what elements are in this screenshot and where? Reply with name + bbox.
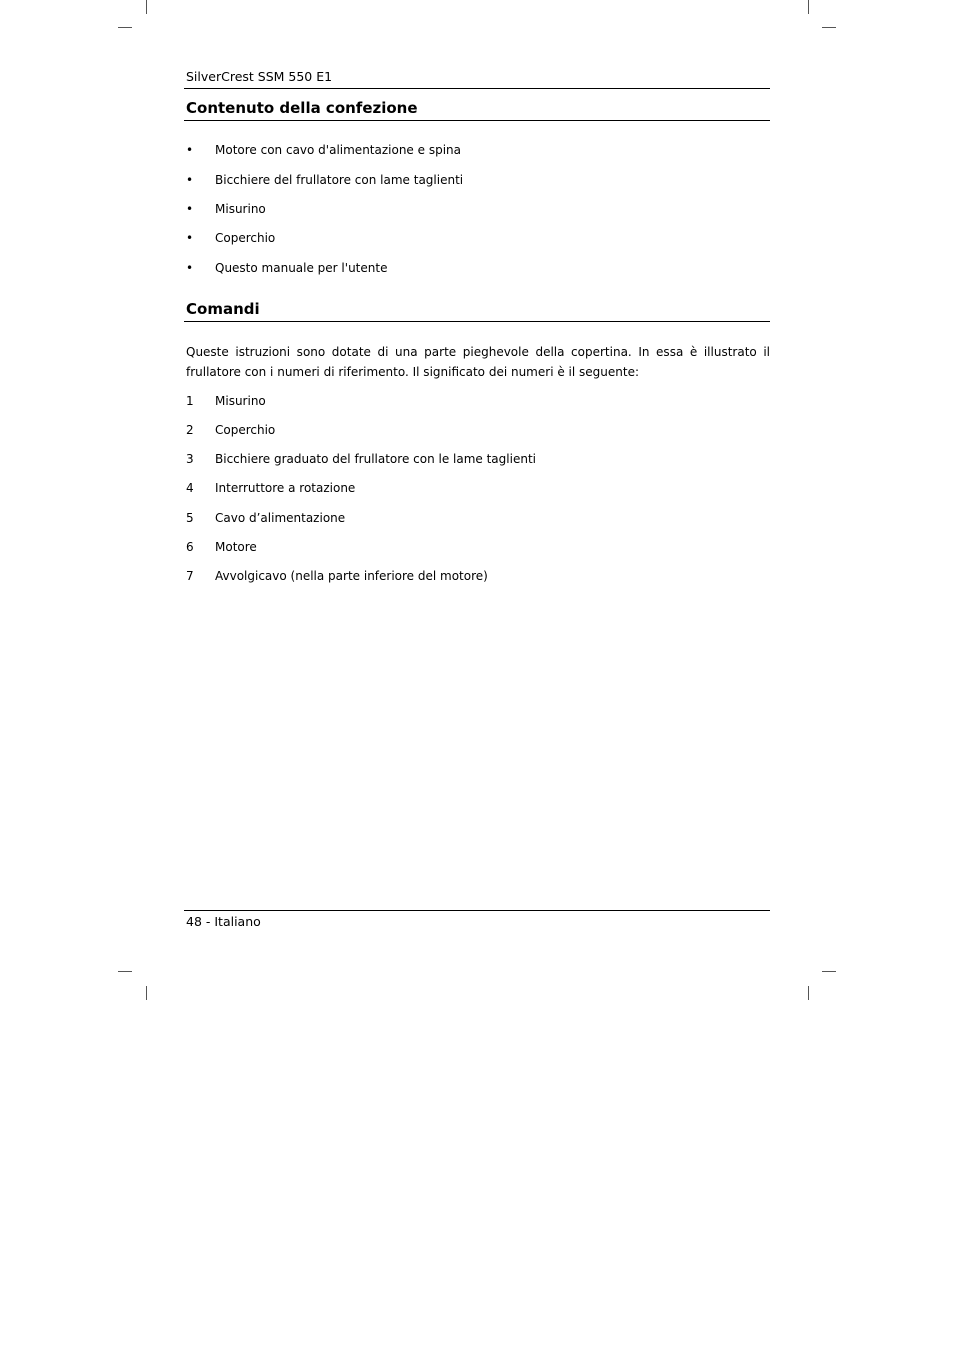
crop-mark-top-right-horizontal [822,27,836,28]
crop-mark-bottom-right-horizontal [822,971,836,972]
crop-mark-top-left-vertical [146,0,147,14]
list-item-text: Bicchiere graduato del frullatore con le lame taglienti [215,452,536,466]
section-title-package-contents: Contenuto della confezione [186,99,418,117]
item-number: 2 [186,423,194,437]
item-number: 1 [186,394,194,408]
list-item-text: Avvolgicavo (nella parte inferiore del motore) [215,569,488,583]
section-title-controls: Comandi [186,300,260,318]
controls-intro-paragraph: Queste istruzioni sono dotate di una parte pieghevole della copertina. In essa è illustrato il frullatore con i numeri di riferimento. Il significato dei numeri è il seguente: [186,345,770,379]
crop-mark-bottom-right-vertical [808,986,809,1000]
header-rule [184,88,770,89]
bullet-icon: • [186,231,194,245]
list-item-text: Interruttore a rotazione [215,481,356,495]
crop-mark-bottom-left-vertical [146,986,147,1000]
bullet-icon: • [186,173,194,187]
crop-mark-top-left-horizontal [118,27,132,28]
list-item-text: Misurino [215,202,266,216]
list-item-text: Misurino [215,394,266,408]
item-number: 6 [186,540,194,554]
list-item-text: Coperchio [215,231,276,245]
item-number: 5 [186,511,194,525]
running-header: SilverCrest SSM 550 E1 [186,69,333,84]
page-footer: 48 - Italiano [186,914,261,929]
crop-mark-top-right-vertical [808,0,809,14]
list-item-text: Motore [215,540,257,554]
item-number: 3 [186,452,194,466]
section-title-rule [184,321,770,322]
list-item-text: Questo manuale per l'utente [215,261,388,275]
list-item-text: Motore con cavo d'alimentazione e spina [215,143,461,157]
footer-rule [184,910,770,911]
section-title-rule [184,120,770,121]
bullet-icon: • [186,143,194,157]
bullet-icon: • [186,202,194,216]
crop-mark-bottom-left-horizontal [118,971,132,972]
list-item-text: Coperchio [215,423,276,437]
item-number: 7 [186,569,194,583]
item-number: 4 [186,481,194,495]
list-item-text: Bicchiere del frullatore con lame taglienti [215,173,464,187]
list-item-text: Cavo d’alimentazione [215,511,346,525]
bullet-icon: • [186,261,194,275]
